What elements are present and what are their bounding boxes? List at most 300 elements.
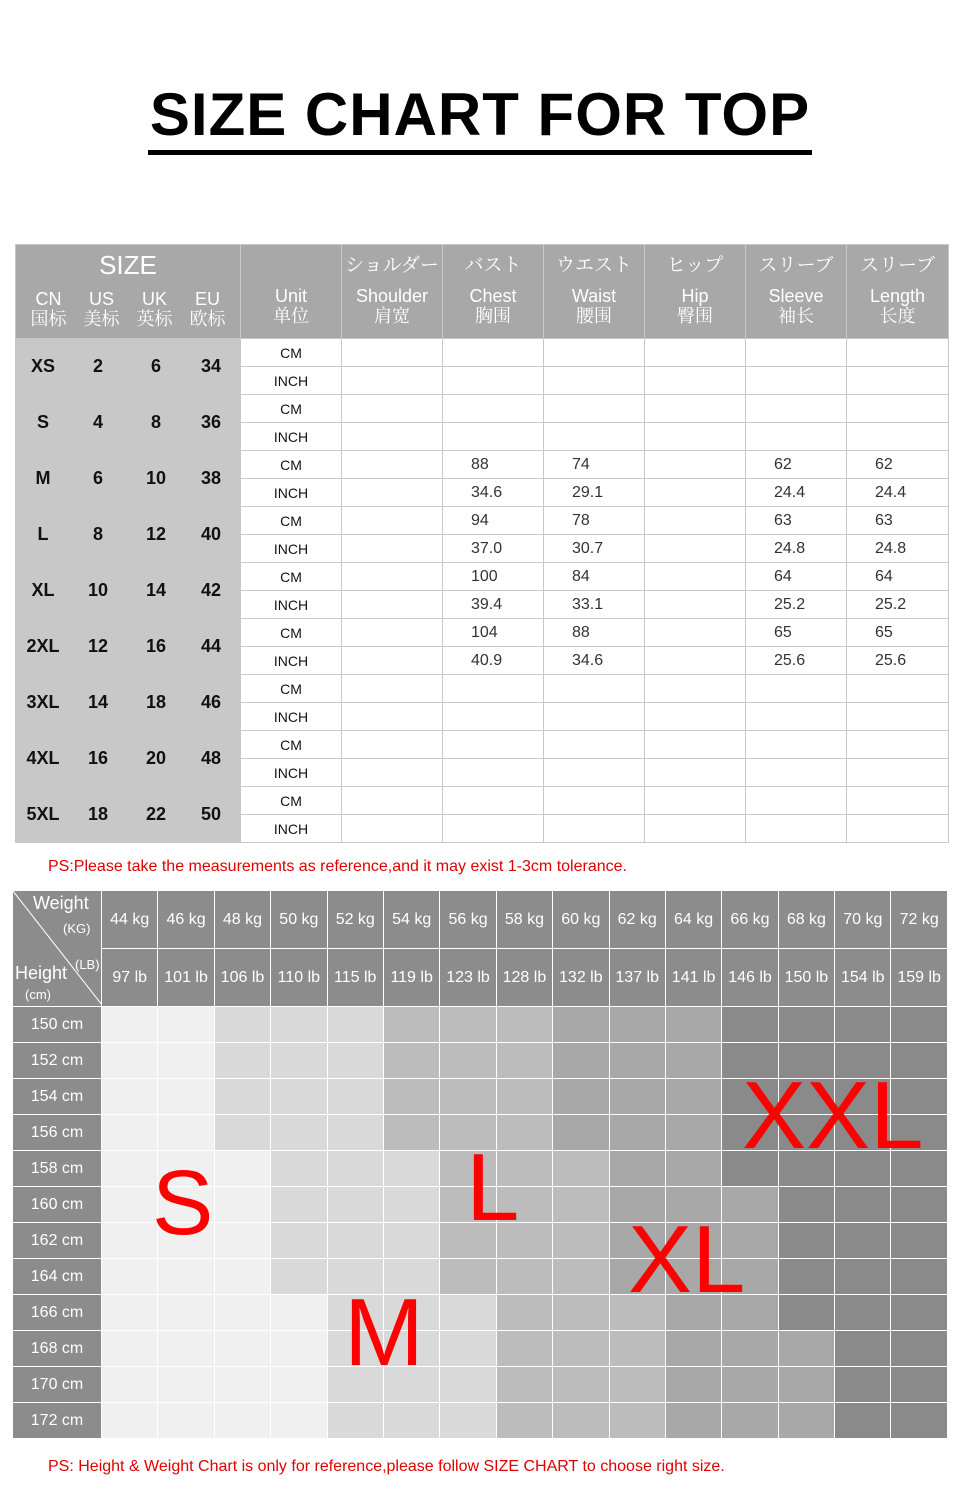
size-zone-cell bbox=[891, 1223, 947, 1259]
weight-lb-header: 132 lb bbox=[553, 949, 609, 1007]
size-zone-cell bbox=[665, 1043, 721, 1079]
size-zone-cell bbox=[440, 1007, 496, 1043]
measure-cell bbox=[544, 619, 645, 647]
size-header-cell bbox=[16, 245, 241, 339]
measure-value: 63 bbox=[774, 511, 792, 529]
size-zone-cell bbox=[102, 1043, 158, 1079]
column-header-jp: ウエスト bbox=[555, 255, 632, 276]
unit-cell: CM bbox=[241, 675, 342, 703]
size-zone-cell bbox=[609, 1151, 665, 1187]
column-header-en: Sleeve bbox=[768, 286, 824, 306]
measure-cell bbox=[342, 675, 443, 703]
measure-cell bbox=[847, 451, 949, 479]
size-zone-cell bbox=[440, 1043, 496, 1079]
measure-value: 24.4 bbox=[875, 483, 907, 501]
measure-value bbox=[544, 372, 572, 389]
measure-cell bbox=[645, 395, 746, 423]
column-header-en: Chest bbox=[469, 286, 517, 306]
measure-value: 33.1 bbox=[572, 595, 604, 613]
size-zone-cell bbox=[665, 1079, 721, 1115]
measure-cell bbox=[544, 731, 645, 759]
measure-value bbox=[443, 736, 471, 753]
measure-value bbox=[342, 680, 370, 697]
size-zone-cell bbox=[665, 1331, 721, 1367]
unit-cell: CM bbox=[241, 339, 342, 367]
measure-cell bbox=[342, 339, 443, 367]
unit-cell: CM bbox=[241, 787, 342, 815]
measure-value bbox=[342, 596, 370, 613]
measure-value bbox=[645, 512, 673, 529]
size-zone-cell bbox=[440, 1079, 496, 1115]
size-zone-cell bbox=[722, 1403, 778, 1439]
measurement-note bbox=[48, 858, 627, 876]
height-row bbox=[13, 1331, 948, 1367]
measure-cell bbox=[645, 815, 746, 843]
size-zone-cell bbox=[214, 1367, 270, 1403]
measure-value bbox=[645, 344, 673, 361]
measure-value bbox=[342, 512, 370, 529]
size-zone-cell bbox=[553, 1187, 609, 1223]
size-zone-cell bbox=[327, 1187, 383, 1223]
page-title-wrap bbox=[0, 80, 960, 155]
measure-value bbox=[342, 540, 370, 557]
size-code-cn: M bbox=[35, 468, 51, 488]
size-zone-cell bbox=[383, 1115, 439, 1151]
measure-cell bbox=[645, 787, 746, 815]
measure-cell bbox=[443, 339, 544, 367]
size-zone-cell bbox=[609, 1043, 665, 1079]
size-zone-cell bbox=[102, 1187, 158, 1223]
weight-kg-header: 54 kg bbox=[383, 891, 439, 949]
measure-value bbox=[544, 400, 572, 417]
size-zone-cell bbox=[496, 1259, 552, 1295]
country-code bbox=[190, 289, 226, 329]
column-header-cn: 袖长 bbox=[778, 306, 814, 326]
measure-value: 64 bbox=[774, 567, 792, 585]
size-code-cn: XL bbox=[31, 580, 55, 600]
corner-lb-label: (LB) bbox=[75, 957, 100, 972]
size-zone-cell bbox=[271, 1367, 327, 1403]
weight-lb-header: 106 lb bbox=[214, 949, 270, 1007]
size-zone-cell bbox=[553, 1403, 609, 1439]
size-zone-cell bbox=[609, 1007, 665, 1043]
height-row bbox=[13, 1259, 948, 1295]
measure-value bbox=[645, 372, 673, 389]
note-prefix: PS: bbox=[48, 858, 74, 875]
size-code-us: 12 bbox=[87, 636, 109, 656]
size-zone-cell bbox=[383, 1223, 439, 1259]
measure-cell bbox=[847, 787, 949, 815]
size-zone-cell bbox=[891, 1187, 947, 1223]
size-zone-cell bbox=[496, 1079, 552, 1115]
size-code-eu: 44 bbox=[200, 636, 222, 656]
measure-cell bbox=[746, 703, 847, 731]
measure-value: 24.8 bbox=[774, 539, 806, 557]
page-title: SIZE CHART FOR TOP bbox=[148, 80, 812, 155]
size-zone-cell bbox=[835, 1007, 891, 1043]
size-row-4xl-cm bbox=[16, 731, 949, 759]
measure-value: 34.6 bbox=[471, 483, 503, 501]
measure-cell bbox=[443, 563, 544, 591]
size-zone-cell bbox=[158, 1367, 214, 1403]
measure-cell bbox=[645, 507, 746, 535]
unit-cell: INCH bbox=[241, 815, 342, 843]
size-zone-cell bbox=[214, 1079, 270, 1115]
column-header-cn: 肩宽 bbox=[374, 306, 410, 326]
size-code-cn: 4XL bbox=[26, 748, 60, 768]
measure-value bbox=[342, 792, 370, 809]
size-code-us: 6 bbox=[92, 468, 103, 488]
measure-cell bbox=[847, 759, 949, 787]
size-zone-cell bbox=[271, 1331, 327, 1367]
measure-cell bbox=[342, 395, 443, 423]
measure-value: 104 bbox=[471, 623, 498, 641]
size-zone-cell bbox=[158, 1043, 214, 1079]
measure-value: 29.1 bbox=[572, 483, 604, 501]
size-zone-cell bbox=[553, 1367, 609, 1403]
size-zone-cell bbox=[214, 1151, 270, 1187]
size-zone-cell bbox=[102, 1259, 158, 1295]
corner-weight-label: Weight bbox=[33, 893, 89, 913]
measure-value: 30.7 bbox=[572, 539, 604, 557]
unit-cell: INCH bbox=[241, 703, 342, 731]
weight-kg-header: 56 kg bbox=[440, 891, 496, 949]
size-zone-cell bbox=[158, 1331, 214, 1367]
measure-value: 25.6 bbox=[875, 651, 907, 669]
weight-lb-header: 150 lb bbox=[778, 949, 834, 1007]
weight-kg-header: 58 kg bbox=[496, 891, 552, 949]
measure-value bbox=[443, 428, 471, 445]
size-chart-table bbox=[15, 244, 949, 843]
weight-kg-header: 70 kg bbox=[835, 891, 891, 949]
measure-cell bbox=[443, 815, 544, 843]
measure-cell bbox=[746, 423, 847, 451]
measure-cell bbox=[847, 675, 949, 703]
measure-value: 88 bbox=[572, 623, 590, 641]
column-header-cn: 长度 bbox=[879, 306, 916, 326]
measure-cell bbox=[746, 507, 847, 535]
measure-cell bbox=[443, 395, 544, 423]
measure-value bbox=[645, 400, 673, 417]
weight-lb-header: 115 lb bbox=[327, 949, 383, 1007]
measure-cell bbox=[342, 535, 443, 563]
size-zone-cell bbox=[722, 1331, 778, 1367]
measure-value bbox=[342, 484, 370, 501]
measure-value bbox=[544, 344, 572, 361]
unit-cell: CM bbox=[241, 563, 342, 591]
size-zone-cell bbox=[722, 1007, 778, 1043]
measure-value bbox=[544, 708, 572, 725]
weight-lb-header: 141 lb bbox=[665, 949, 721, 1007]
measure-value bbox=[544, 428, 572, 445]
weight-lb-header: 146 lb bbox=[722, 949, 778, 1007]
measure-cell bbox=[746, 591, 847, 619]
size-zone-cell bbox=[778, 1007, 834, 1043]
measure-cell bbox=[847, 591, 949, 619]
unit-cell: INCH bbox=[241, 535, 342, 563]
measure-value: 100 bbox=[471, 567, 498, 585]
size-zone-cell bbox=[271, 1151, 327, 1187]
size-zone-cell bbox=[271, 1403, 327, 1439]
measure-cell bbox=[847, 395, 949, 423]
size-zone-cell bbox=[158, 1259, 214, 1295]
measure-value: 63 bbox=[875, 511, 893, 529]
measure-value bbox=[342, 764, 370, 781]
measure-value bbox=[443, 708, 471, 725]
measure-value: 40.9 bbox=[471, 651, 503, 669]
size-zone-cell bbox=[553, 1007, 609, 1043]
country-codes bbox=[16, 289, 240, 329]
size-row-3xl-cm bbox=[16, 675, 949, 703]
height-label: 150 cm bbox=[13, 1007, 102, 1043]
measure-cell bbox=[847, 423, 949, 451]
size-code-eu: 46 bbox=[200, 692, 222, 712]
measure-value bbox=[645, 764, 673, 781]
measure-value bbox=[544, 680, 572, 697]
measure-value bbox=[342, 708, 370, 725]
note-text: Please take the measurements as reference,and it may exist 1-3cm tolerance. bbox=[73, 858, 627, 875]
column-header-jp: スリーブ bbox=[859, 255, 936, 276]
measure-cell bbox=[443, 619, 544, 647]
country-code bbox=[137, 289, 173, 329]
measure-cell bbox=[443, 731, 544, 759]
measure-cell bbox=[443, 507, 544, 535]
measure-cell bbox=[342, 703, 443, 731]
corner-height-label: Height bbox=[15, 963, 68, 983]
size-zone-cell bbox=[383, 1187, 439, 1223]
height-row bbox=[13, 1007, 948, 1043]
measure-cell bbox=[847, 619, 949, 647]
size-zone-cell bbox=[102, 1403, 158, 1439]
size-zone-cell bbox=[214, 1043, 270, 1079]
measure-cell bbox=[544, 675, 645, 703]
column-header-jp: ヒップ bbox=[666, 255, 724, 276]
size-zone-cell bbox=[383, 1007, 439, 1043]
size-zone-cell bbox=[496, 1403, 552, 1439]
size-zone-cell bbox=[327, 1007, 383, 1043]
measure-value bbox=[645, 596, 673, 613]
measure-value bbox=[746, 344, 774, 361]
column-header-waist bbox=[544, 245, 645, 339]
measure-value bbox=[847, 792, 875, 809]
column-header-chest bbox=[443, 245, 544, 339]
size-zone-cell bbox=[271, 1187, 327, 1223]
size-label-l: L bbox=[466, 1134, 520, 1241]
size-codes-cell bbox=[16, 563, 241, 619]
size-zone-cell bbox=[214, 1331, 270, 1367]
size-zone-cell bbox=[778, 1223, 834, 1259]
measure-value bbox=[342, 624, 370, 641]
measure-value bbox=[746, 764, 774, 781]
measure-cell bbox=[847, 507, 949, 535]
size-zone-cell bbox=[327, 1403, 383, 1439]
measure-value bbox=[342, 652, 370, 669]
measure-cell bbox=[544, 423, 645, 451]
height-row bbox=[13, 1367, 948, 1403]
weight-lb-header: 110 lb bbox=[271, 949, 327, 1007]
weight-lb-header: 128 lb bbox=[496, 949, 552, 1007]
size-code-uk: 10 bbox=[145, 468, 167, 488]
measure-cell bbox=[645, 535, 746, 563]
size-zone-cell bbox=[553, 1079, 609, 1115]
size-zone-cell bbox=[383, 1151, 439, 1187]
size-code-us: 10 bbox=[87, 580, 109, 600]
size-zone-cell bbox=[102, 1331, 158, 1367]
size-zone-cell bbox=[553, 1043, 609, 1079]
size-zone-cell bbox=[778, 1367, 834, 1403]
weight-kg-header: 48 kg bbox=[214, 891, 270, 949]
measure-value bbox=[342, 820, 370, 837]
size-zone-cell bbox=[214, 1187, 270, 1223]
weight-kg-header: 72 kg bbox=[891, 891, 947, 949]
measure-value bbox=[443, 820, 471, 837]
corner-cm-label: (cm) bbox=[25, 987, 51, 1002]
measure-value bbox=[645, 540, 673, 557]
measure-cell bbox=[544, 647, 645, 675]
measure-value bbox=[746, 400, 774, 417]
size-zone-cell bbox=[327, 1043, 383, 1079]
size-zone-cell bbox=[778, 1295, 834, 1331]
measure-cell bbox=[847, 815, 949, 843]
measure-cell bbox=[746, 787, 847, 815]
weight-lb-header: 119 lb bbox=[383, 949, 439, 1007]
measure-value bbox=[342, 568, 370, 585]
measure-cell bbox=[746, 563, 847, 591]
measure-cell bbox=[342, 591, 443, 619]
weight-kg-row bbox=[13, 891, 948, 949]
size-zone-cell bbox=[158, 1079, 214, 1115]
measure-cell bbox=[847, 563, 949, 591]
measure-value: 94 bbox=[471, 511, 489, 529]
height-label: 170 cm bbox=[13, 1367, 102, 1403]
corner-kg-label: (KG) bbox=[63, 921, 91, 936]
measure-cell bbox=[746, 731, 847, 759]
weight-lb-header: 154 lb bbox=[835, 949, 891, 1007]
measure-value: 25.6 bbox=[774, 651, 806, 669]
size-code-cn: 5XL bbox=[26, 804, 60, 824]
column-header-cn: 腰围 bbox=[576, 306, 612, 326]
measure-cell bbox=[544, 759, 645, 787]
height-label: 154 cm bbox=[13, 1079, 102, 1115]
measure-cell bbox=[746, 675, 847, 703]
size-zone-cell bbox=[271, 1079, 327, 1115]
size-zone-cell bbox=[609, 1367, 665, 1403]
column-header-cn: 臀围 bbox=[677, 306, 713, 326]
measure-value bbox=[645, 568, 673, 585]
size-zone-cell bbox=[891, 1259, 947, 1295]
measure-cell bbox=[746, 647, 847, 675]
measure-cell bbox=[645, 423, 746, 451]
height-row bbox=[13, 1403, 948, 1439]
column-header-en: Length bbox=[869, 286, 926, 306]
size-zone-cell bbox=[835, 1187, 891, 1223]
measure-cell bbox=[847, 647, 949, 675]
size-zone-cell bbox=[214, 1295, 270, 1331]
measure-value bbox=[746, 792, 774, 809]
size-codes-cell bbox=[16, 731, 241, 787]
size-row-5xl-cm bbox=[16, 787, 949, 815]
size-zone-cell bbox=[553, 1115, 609, 1151]
measure-cell bbox=[342, 507, 443, 535]
size-zone-cell bbox=[722, 1367, 778, 1403]
size-zone-cell bbox=[158, 1403, 214, 1439]
size-zone-cell bbox=[214, 1223, 270, 1259]
measure-cell bbox=[645, 731, 746, 759]
weight-lb-header: 137 lb bbox=[609, 949, 665, 1007]
size-zone-cell bbox=[496, 1331, 552, 1367]
column-header-en: Hip bbox=[681, 286, 709, 306]
height-row bbox=[13, 1295, 948, 1331]
measure-cell bbox=[645, 703, 746, 731]
measure-cell bbox=[847, 367, 949, 395]
measure-cell bbox=[443, 451, 544, 479]
weight-kg-header: 68 kg bbox=[778, 891, 834, 949]
size-code-us: 14 bbox=[87, 692, 109, 712]
height-label: 156 cm bbox=[13, 1115, 102, 1151]
measure-cell bbox=[342, 815, 443, 843]
size-zone-cell bbox=[158, 1295, 214, 1331]
size-zone-cell bbox=[214, 1259, 270, 1295]
country-code-cn: 美标 bbox=[83, 309, 120, 329]
size-zone-cell bbox=[102, 1115, 158, 1151]
measure-cell bbox=[645, 619, 746, 647]
measure-cell bbox=[443, 423, 544, 451]
unit-header-cn: 单位 bbox=[273, 306, 309, 326]
note-prefix: PS: bbox=[48, 1458, 74, 1475]
size-code-us: 2 bbox=[92, 356, 103, 376]
size-zone-cell bbox=[102, 1151, 158, 1187]
measure-value bbox=[544, 764, 572, 781]
measure-cell bbox=[746, 815, 847, 843]
measure-cell bbox=[746, 367, 847, 395]
measure-cell bbox=[645, 563, 746, 591]
size-code-eu: 48 bbox=[200, 748, 222, 768]
measure-value bbox=[746, 820, 774, 837]
column-header-cn: 胸围 bbox=[475, 306, 511, 326]
size-zone-cell bbox=[609, 1403, 665, 1439]
measure-value bbox=[847, 820, 875, 837]
country-code bbox=[84, 289, 120, 329]
size-zone-cell bbox=[327, 1079, 383, 1115]
column-header-jp: スリーブ bbox=[758, 255, 834, 276]
size-zone-cell bbox=[891, 1367, 947, 1403]
unit-cell: CM bbox=[241, 451, 342, 479]
measure-cell bbox=[544, 563, 645, 591]
measure-cell bbox=[443, 479, 544, 507]
measure-cell bbox=[544, 591, 645, 619]
weight-kg-header: 60 kg bbox=[553, 891, 609, 949]
size-code-us: 16 bbox=[87, 748, 109, 768]
unit-cell: INCH bbox=[241, 759, 342, 787]
size-zone-cell bbox=[835, 1331, 891, 1367]
measure-cell bbox=[342, 423, 443, 451]
measure-value bbox=[746, 736, 774, 753]
measure-cell bbox=[544, 507, 645, 535]
size-zone-cell bbox=[271, 1295, 327, 1331]
measure-cell bbox=[544, 367, 645, 395]
column-header-sleeve bbox=[746, 245, 847, 339]
size-zone-cell bbox=[102, 1079, 158, 1115]
size-zone-cell bbox=[383, 1079, 439, 1115]
size-zone-cell bbox=[665, 1367, 721, 1403]
measure-value bbox=[443, 372, 471, 389]
size-zone-cell bbox=[553, 1331, 609, 1367]
size-row-2xl-cm bbox=[16, 619, 949, 647]
measure-cell bbox=[342, 451, 443, 479]
measure-value bbox=[342, 456, 370, 473]
height-label: 164 cm bbox=[13, 1259, 102, 1295]
size-codes-cell bbox=[16, 339, 241, 395]
